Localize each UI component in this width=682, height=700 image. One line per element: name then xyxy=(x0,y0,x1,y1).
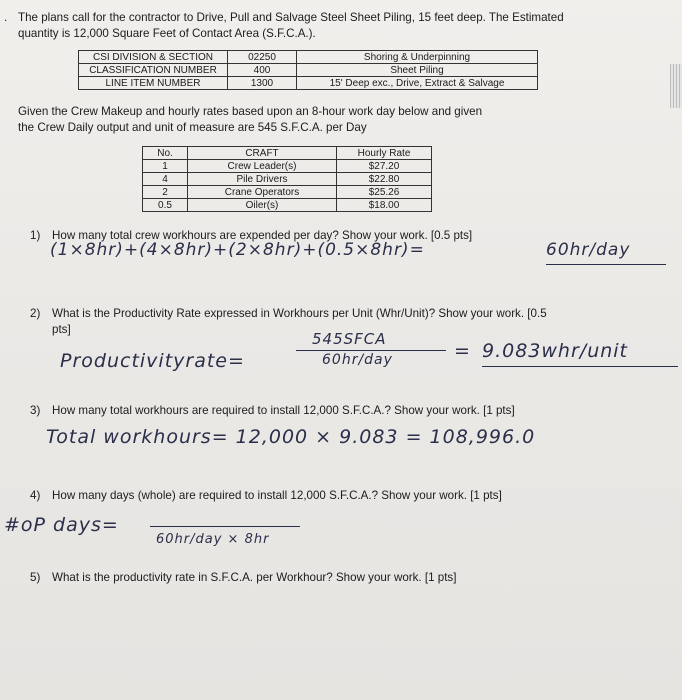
table-row xyxy=(79,77,538,90)
answer-2-equals: = xyxy=(454,340,471,362)
question-4-text: How many days (whole) are required to install 12,000 S.F.C.A.? Show your work. [1 pts] xyxy=(52,489,502,502)
question-4-number: 4) xyxy=(30,489,41,502)
question-2-text-cont: pts] xyxy=(52,323,71,336)
answer-4-fraction-bar xyxy=(150,526,300,527)
table-cell: $22.80 xyxy=(337,173,432,186)
table-cell: Sheet Piling xyxy=(297,64,538,77)
answer-1-underline xyxy=(546,264,666,265)
table-row xyxy=(79,51,538,64)
column-header: CRAFT xyxy=(188,147,337,160)
table-cell: 4 xyxy=(143,173,188,186)
answer-2-label: Productivityrate= xyxy=(60,350,245,372)
question-5-text: What is the productivity rate in S.F.C.A. per Workhour? Show your work. [1 pts] xyxy=(52,571,457,584)
intro-line-2: quantity is 12,000 Square Feet of Contact Area (S.F.C.A.). xyxy=(18,27,316,40)
question-3-number: 3) xyxy=(30,404,41,417)
column-header: Hourly Rate xyxy=(337,147,432,160)
answer-2-numerator: 545SFCA xyxy=(312,330,387,348)
table-cell: Shoring & Underpinning xyxy=(297,51,538,64)
answer-2-fraction-bar xyxy=(296,350,446,351)
table-cell: Crew Leader(s) xyxy=(188,160,337,173)
table-cell: 02250 xyxy=(228,51,297,64)
answer-4-denominator: 60hr/day × 8hr xyxy=(156,532,270,547)
table-row xyxy=(143,199,432,212)
table-header-row xyxy=(143,147,432,160)
crew-text-line-2: the Crew Daily output and unit of measure are 545 S.F.C.A. per Day xyxy=(18,121,367,134)
page-edge-strip xyxy=(670,64,682,108)
answer-2-result: 9.083whr/unit xyxy=(482,340,628,362)
table-cell: $25.26 xyxy=(337,186,432,199)
question-5-number: 5) xyxy=(30,571,41,584)
answer-3-work: Total workhours= 12,000 × 9.083 = 108,996.0 xyxy=(46,426,536,448)
table-row xyxy=(143,186,432,199)
table-row xyxy=(143,160,432,173)
answer-1-result: 60hr/day xyxy=(546,240,631,260)
answer-2-underline xyxy=(482,366,678,367)
crew-table xyxy=(142,146,432,212)
table-cell: LINE ITEM NUMBER xyxy=(79,77,228,90)
question-3-text: How many total workhours are required to install 12,000 S.F.C.A.? Show your work. [1 pts] xyxy=(52,404,515,417)
intro-line-1: The plans call for the contractor to Drive, Pull and Salvage Steel Sheet Piling, 15 feet deep. The Estimated xyxy=(18,11,564,24)
table-cell: Oiler(s) xyxy=(188,199,337,212)
table-row xyxy=(79,64,538,77)
column-header: No. xyxy=(143,147,188,160)
answer-4-label: #oP days= xyxy=(4,514,119,536)
table-cell: Pile Drivers xyxy=(188,173,337,186)
table-cell: CLASSIFICATION NUMBER xyxy=(79,64,228,77)
table-cell: CSI DIVISION & SECTION xyxy=(79,51,228,64)
question-2-text: What is the Productivity Rate expressed in Workhours per Unit (Whr/Unit)? Show your work. [0.5 xyxy=(52,307,547,320)
question-2-number: 2) xyxy=(30,307,41,320)
crew-text-line-1: Given the Crew Makeup and hourly rates based upon an 8-hour work day below and given xyxy=(18,105,483,118)
table-cell: Crane Operators xyxy=(188,186,337,199)
table-cell: $27.20 xyxy=(337,160,432,173)
answer-2-denominator: 60hr/day xyxy=(322,352,393,368)
table-cell: 0.5 xyxy=(143,199,188,212)
bullet-mark: . xyxy=(4,11,8,24)
question-1-text: How many total crew workhours are expended per day? Show your work. [0.5 pts] xyxy=(52,229,473,242)
table-cell: 400 xyxy=(228,64,297,77)
answer-1-work: (1×8hr)+(4×8hr)+(2×8hr)+(0.5×8hr)= xyxy=(50,240,425,260)
table-cell: $18.00 xyxy=(337,199,432,212)
table-row xyxy=(143,173,432,186)
table-cell: 15' Deep exc., Drive, Extract & Salvage xyxy=(297,77,538,90)
question-1-number: 1) xyxy=(30,229,41,242)
csi-table xyxy=(78,50,538,90)
table-cell: 2 xyxy=(143,186,188,199)
table-cell: 1300 xyxy=(228,77,297,90)
table-cell: 1 xyxy=(143,160,188,173)
